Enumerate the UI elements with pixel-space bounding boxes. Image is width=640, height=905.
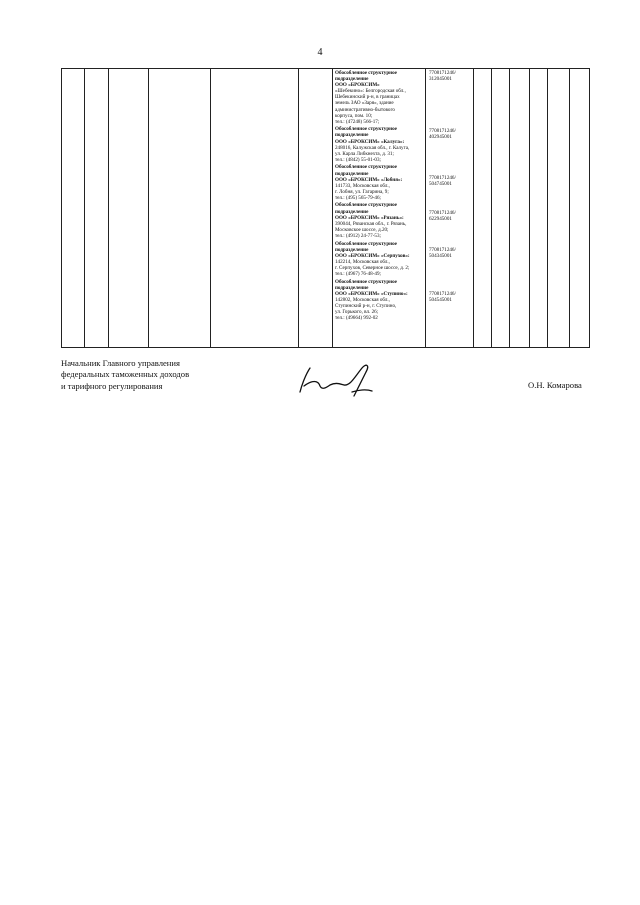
branch-name-line: ООО «БРОКСИМ» «Калуга»:: [335, 138, 405, 145]
inn-kpp-cell: [426, 69, 474, 348]
inn-kpp-value: [426, 246, 473, 290]
branch-list-cell: [333, 69, 426, 348]
empty-cell: [62, 69, 85, 348]
signatory-position: [61, 358, 189, 392]
signatory-name: О.Н. Комарова: [528, 380, 582, 390]
branch-address-line: земель ЗАО «Заря», здание: [335, 100, 394, 107]
branch-name-line: ООО «БРОКСИМ»: [335, 82, 380, 89]
inn-kpp-line: 402945001: [429, 134, 452, 141]
inn-kpp-line: 7708171246/: [429, 291, 456, 297]
branch-name-line: подразделение: [335, 132, 369, 139]
branch-name-line: подразделение: [335, 170, 369, 177]
branch-address-line: тел.: (4967) 76-48-49;: [335, 271, 381, 277]
inn-kpp-line: 504545001: [429, 297, 452, 304]
inn-kpp-line: 7708171246/: [429, 175, 456, 181]
branch-entry: [333, 163, 425, 201]
empty-cell: [109, 69, 149, 348]
branch-entry: [333, 201, 425, 239]
branch-name-line: подразделение: [335, 208, 369, 215]
empty-cell: [474, 69, 492, 348]
branch-address-line: г. Лобня, ул. Гагарина, 9;: [335, 188, 389, 195]
inn-kpp-value: [426, 290, 473, 331]
branch-address-line: корпуса, пом. 10;: [335, 112, 373, 119]
page-number: 4: [317, 47, 323, 58]
branch-name-line: ООО «БРОКСИМ» «Ступино»:: [335, 290, 408, 297]
empty-cell: [510, 69, 530, 348]
branch-name-line: Обособленное структурное: [335, 202, 397, 209]
branch-address-line: тел.: (4912) 24-77-53;: [335, 232, 381, 239]
branch-entry: [333, 278, 425, 322]
empty-cell: [570, 69, 590, 348]
branch-address-line: г. Серпухов, Северное шоссе, д. 2;: [335, 264, 410, 271]
inn-kpp-line: 622945001: [429, 216, 452, 223]
branch-entry: [333, 125, 425, 163]
registry-table: [61, 68, 590, 348]
position-line: и тарифного регулирования: [61, 380, 163, 391]
branch-entry: [333, 240, 425, 278]
branch-name-line: подразделение: [335, 76, 369, 83]
empty-cell: [85, 69, 109, 348]
branch-name-line: Обособленное структурное: [335, 70, 397, 76]
empty-cell: [530, 69, 548, 348]
branch-name-line: подразделение: [335, 284, 369, 291]
position-line: Начальник Главного управления: [61, 358, 180, 368]
handwritten-signature: [292, 358, 382, 404]
inn-kpp-line: 504745001: [429, 181, 452, 188]
branch-name-line: Обособленное структурное: [335, 278, 397, 285]
empty-cell: [299, 69, 333, 348]
branch-address-line: тел.: (47248) 566-17;: [335, 118, 380, 125]
branch-name-line: ООО «БРОКСИМ» «Серпухов»:: [335, 252, 410, 259]
inn-kpp-line: 7708171246/: [429, 128, 456, 134]
branch-address-line: ул. Горького, вл. 26;: [335, 309, 379, 316]
branch-address-line: 141733, Московская обл.,: [335, 182, 390, 189]
inn-kpp-value: [426, 174, 473, 209]
position-line: федеральных таможенных доходов: [61, 369, 190, 380]
branch-address-line: Московское шоссе, д.20;: [335, 226, 389, 233]
table-row: [62, 69, 590, 348]
empty-cell: [548, 69, 570, 348]
branch-name-line: Обособленное структурное: [335, 126, 397, 133]
branch-name-line: Обособленное структурное: [335, 240, 397, 247]
branch-address-line: тел.: (495) 565-79-46;: [335, 194, 381, 201]
empty-cell: [149, 69, 211, 348]
branch-address-line: административно-бытового: [335, 106, 395, 113]
empty-cell: [492, 69, 510, 348]
inn-kpp-value: [426, 127, 473, 174]
branch-address-line: 390044, Рязанская обл., г. Рязань,: [335, 220, 407, 227]
branch-address-line: «Шебекино»: Белгородская обл.,: [335, 88, 406, 95]
inn-kpp-line: 312045001: [429, 76, 452, 83]
branch-address-line: 248016, Калужская обл., г. Калуга,: [335, 144, 410, 151]
inn-kpp-line: 7708171246/: [429, 70, 456, 76]
branch-name-line: подразделение: [335, 246, 369, 253]
inn-kpp-line: 7708171246/: [429, 247, 456, 253]
branch-name-line: ООО «БРОКСИМ» «Лобня»:: [335, 176, 403, 183]
branch-address-line: 142214, Московская обл.,: [335, 258, 390, 265]
empty-cell: [211, 69, 299, 348]
branch-address-line: тел.: (4842) 55-01-03;: [335, 156, 381, 163]
branch-address-line: ул. Карла Либкнехта, д. 31;: [335, 150, 394, 157]
branch-entry: [333, 69, 425, 125]
branch-name-line: ООО «БРОКСИМ» «Рязань»:: [335, 214, 404, 221]
inn-kpp-line: 504345001: [429, 253, 452, 260]
branch-address-line: Ступинский р-н, г. Ступино,: [335, 302, 397, 309]
branch-address-line: Шебекинский р-н, в границах: [335, 94, 400, 101]
branch-name-line: Обособленное структурное: [335, 164, 397, 171]
inn-kpp-line: 7708171246/: [429, 210, 456, 216]
branch-address-line: тел.: (49664) 992-02: [335, 315, 378, 322]
branch-address-line: 142802, Московская обл.,: [335, 296, 390, 303]
inn-kpp-value: [426, 209, 473, 246]
inn-kpp-value: [426, 69, 473, 127]
